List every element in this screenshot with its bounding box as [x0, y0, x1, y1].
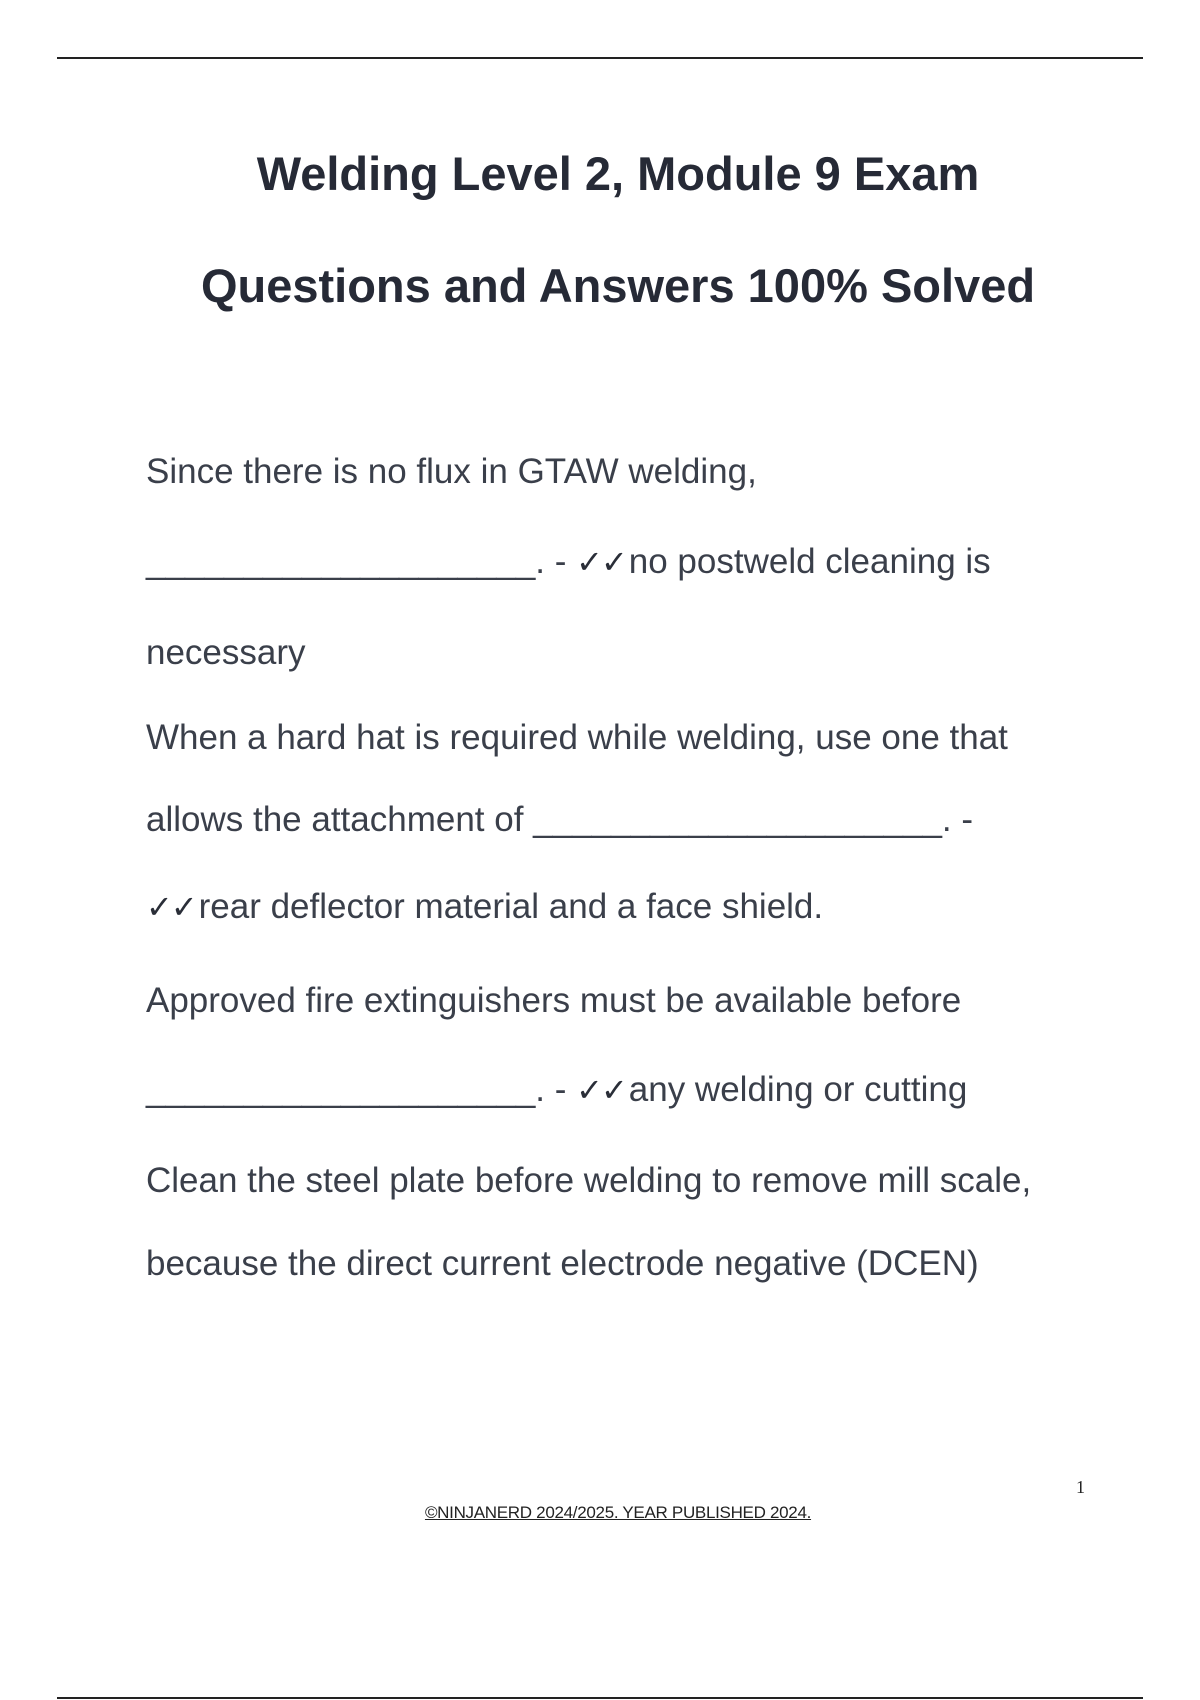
question-1-answer: no postweld cleaning is — [628, 542, 991, 581]
question-2-answer: rear deflector material and a face shield. — [198, 887, 824, 926]
check-mark-icon: ✓✓ — [146, 888, 196, 926]
top-rule — [57, 57, 1143, 59]
page-number: 1 — [1076, 1477, 1085, 1497]
question-4-text: Clean the steel plate before welding to remove mill scale, — [146, 1161, 1032, 1200]
question-4-text-continued: because the direct current electrode negative (DCEN) — [146, 1244, 979, 1283]
copyright-footer: ©NINJANERD 2024/2025. YEAR PUBLISHED 2024. — [424, 1503, 812, 1522]
question-3-blank: ____________________. - — [146, 1070, 577, 1109]
document-title-line-1: Welding Level 2, Module 9 Exam — [256, 147, 980, 200]
question-1-text: Since there is no flux in GTAW welding, — [146, 452, 757, 491]
check-mark-icon: ✓✓ — [576, 543, 626, 581]
question-1-blank: ____________________. - — [146, 542, 577, 581]
question-3-answer-line — [146, 1072, 967, 1108]
bottom-rule — [57, 1697, 1143, 1699]
question-2-answer-line — [146, 889, 823, 925]
document-title-line-2: Questions and Answers 100% Solved — [200, 259, 1036, 312]
question-3-text: Approved fire extinguishers must be available before — [146, 981, 962, 1020]
question-3-answer: any welding or cutting — [628, 1070, 968, 1109]
question-1-answer-continued: necessary — [146, 633, 306, 672]
question-2-text-continued: allows the attachment of _____________________. - — [146, 800, 974, 839]
question-2-text: When a hard hat is required while welding, use one that — [146, 718, 1008, 757]
check-mark-icon: ✓✓ — [576, 1071, 626, 1109]
question-1-answer-line — [146, 544, 991, 580]
